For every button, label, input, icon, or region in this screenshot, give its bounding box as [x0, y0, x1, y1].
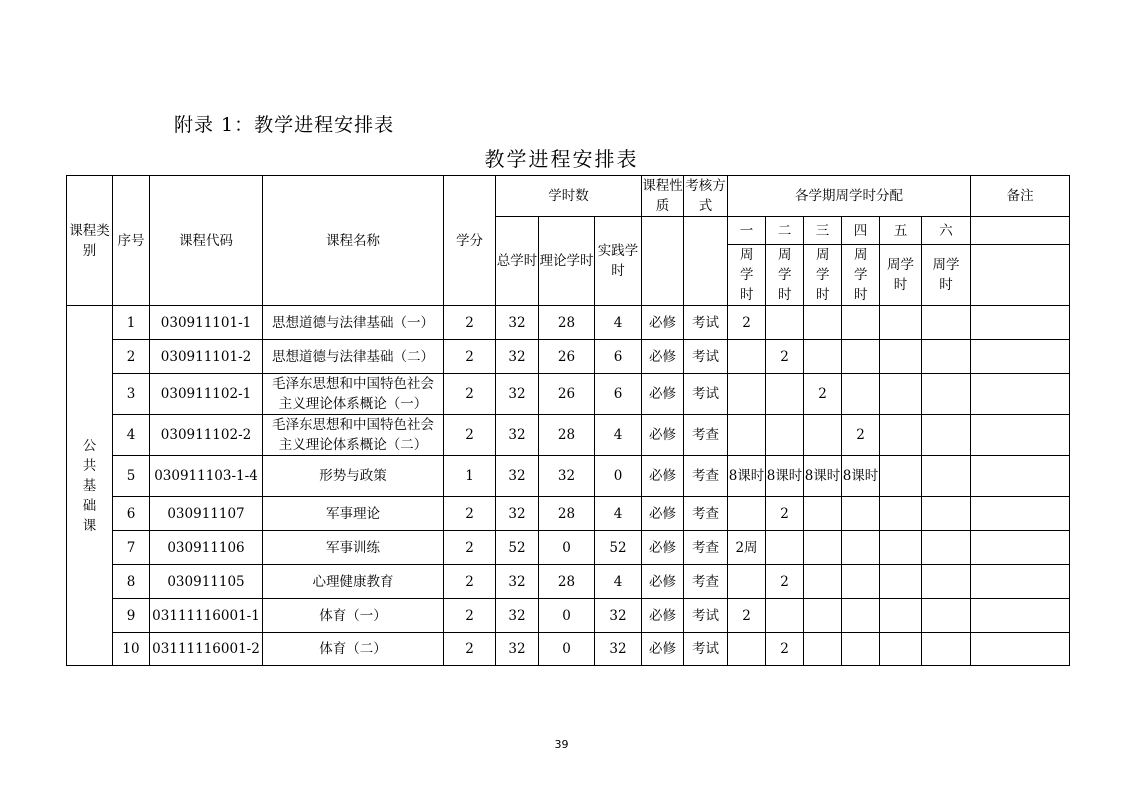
row-sem1: 2: [728, 306, 766, 340]
row-sem4: [842, 633, 880, 666]
row-sem6: [922, 340, 971, 374]
row-practice-hours: 32: [595, 599, 642, 633]
row-seq: 7: [113, 531, 150, 565]
row-practice-hours: 4: [595, 415, 642, 456]
row-practice-hours: 4: [595, 565, 642, 599]
row-sem3: [804, 599, 842, 633]
row-sem6: [922, 456, 971, 497]
header-semester-dist: 各学期周学时分配: [728, 176, 971, 217]
row-exam: 考试: [684, 633, 728, 666]
row-theory-hours: 0: [539, 599, 595, 633]
row-remark: [971, 340, 1070, 374]
row-sem2: 2: [766, 565, 804, 599]
header-credits: 学分: [444, 176, 496, 306]
row-sem1: 8课时: [728, 456, 766, 497]
header-remarks-blank: [971, 217, 1070, 245]
row-theory-hours: 28: [539, 306, 595, 340]
header-week-hours-2: 周学时: [766, 245, 804, 306]
row-practice-hours: 4: [595, 306, 642, 340]
row-sem2: 2: [766, 633, 804, 666]
appendix-title: 附录 1：教学进程安排表: [174, 114, 395, 136]
row-total-hours: 32: [496, 340, 539, 374]
row-sem1: [728, 565, 766, 599]
row-seq: 6: [113, 497, 150, 531]
row-theory-hours: 28: [539, 497, 595, 531]
row-exam: 考试: [684, 374, 728, 415]
header-row-1: [67, 176, 1070, 217]
row-sem2: [766, 306, 804, 340]
row-sem4: [842, 306, 880, 340]
row-code: 030911105: [150, 565, 263, 599]
schedule-table: [66, 175, 1070, 666]
table-row: [67, 415, 1070, 456]
row-code: 030911102-2: [150, 415, 263, 456]
row-code: 03111116001-1: [150, 599, 263, 633]
header-sem1: 一: [728, 217, 766, 245]
row-credits: 1: [444, 456, 496, 497]
row-code: 030911107: [150, 497, 263, 531]
header-exam-blank: [684, 217, 728, 306]
row-name: 毛泽东思想和中国特色社会主义理论体系概论（二）: [263, 415, 444, 456]
row-credits: 2: [444, 374, 496, 415]
row-code: 030911101-1: [150, 306, 263, 340]
table-row: [67, 306, 1070, 340]
row-theory-hours: 28: [539, 415, 595, 456]
row-nature: 必修: [642, 374, 684, 415]
row-total-hours: 32: [496, 599, 539, 633]
row-credits: 2: [444, 633, 496, 666]
row-sem3: [804, 340, 842, 374]
row-sem1: 2: [728, 599, 766, 633]
row-exam: 考查: [684, 565, 728, 599]
header-nature-blank: [642, 217, 684, 306]
row-sem1: [728, 374, 766, 415]
row-sem5: [880, 633, 922, 666]
row-code: 030911102-1: [150, 374, 263, 415]
header-practice-hours: 实践学时: [595, 217, 642, 306]
row-sem5: [880, 306, 922, 340]
header-week-hours-4: 周学时: [842, 245, 880, 306]
row-sem3: 2: [804, 374, 842, 415]
row-seq: 9: [113, 599, 150, 633]
row-exam: 考查: [684, 497, 728, 531]
row-sem5: [880, 374, 922, 415]
header-sem3: 三: [804, 217, 842, 245]
row-total-hours: 32: [496, 497, 539, 531]
row-sem1: [728, 497, 766, 531]
row-practice-hours: 6: [595, 340, 642, 374]
row-code: 030911101-2: [150, 340, 263, 374]
row-nature: 必修: [642, 340, 684, 374]
row-code: 030911106: [150, 531, 263, 565]
row-total-hours: 32: [496, 415, 539, 456]
row-sem2: 2: [766, 340, 804, 374]
row-sem2: [766, 599, 804, 633]
header-week-hours-5: 周学时: [880, 245, 922, 306]
header-remarks: 备注: [971, 176, 1070, 217]
row-sem3: [804, 306, 842, 340]
row-name: 思想道德与法律基础（二）: [263, 340, 444, 374]
row-nature: 必修: [642, 497, 684, 531]
row-sem6: [922, 415, 971, 456]
header-category: 课程类别: [67, 176, 113, 306]
row-sem6: [922, 306, 971, 340]
row-sem3: [804, 633, 842, 666]
row-total-hours: 32: [496, 456, 539, 497]
row-sem6: [922, 497, 971, 531]
row-sem1: [728, 633, 766, 666]
row-sem2: 8课时: [766, 456, 804, 497]
row-name: 军事训练: [263, 531, 444, 565]
row-nature: 必修: [642, 306, 684, 340]
row-nature: 必修: [642, 531, 684, 565]
row-exam: 考查: [684, 415, 728, 456]
table-row: [67, 374, 1070, 415]
row-code: 030911103-1-4: [150, 456, 263, 497]
row-name: 形势与政策: [263, 456, 444, 497]
row-name: 思想道德与法律基础（一）: [263, 306, 444, 340]
row-practice-hours: 32: [595, 633, 642, 666]
row-sem5: [880, 340, 922, 374]
row-sem2: [766, 374, 804, 415]
row-sem4: [842, 374, 880, 415]
row-sem6: [922, 531, 971, 565]
row-sem1: 2周: [728, 531, 766, 565]
header-sem5: 五: [880, 217, 922, 245]
row-seq: 5: [113, 456, 150, 497]
row-exam: 考查: [684, 456, 728, 497]
header-total-hours: 总学时: [496, 217, 539, 306]
row-name: 心理健康教育: [263, 565, 444, 599]
row-name: 体育（一）: [263, 599, 444, 633]
row-credits: 2: [444, 497, 496, 531]
row-total-hours: 32: [496, 374, 539, 415]
row-name: 体育（二）: [263, 633, 444, 666]
row-total-hours: 32: [496, 565, 539, 599]
category-cell: 公共基础课: [67, 306, 113, 666]
row-nature: 必修: [642, 456, 684, 497]
row-sem4: [842, 565, 880, 599]
row-seq: 2: [113, 340, 150, 374]
header-week-hours-6: 周学时: [922, 245, 971, 306]
header-sem2: 二: [766, 217, 804, 245]
row-remark: [971, 565, 1070, 599]
row-sem5: [880, 497, 922, 531]
row-theory-hours: 0: [539, 531, 595, 565]
row-sem2: [766, 415, 804, 456]
header-remarks-blank-2: [971, 245, 1070, 306]
row-total-hours: 32: [496, 633, 539, 666]
row-remark: [971, 306, 1070, 340]
row-sem6: [922, 599, 971, 633]
row-nature: 必修: [642, 633, 684, 666]
table-title: 教学进程安排表: [484, 147, 639, 171]
row-credits: 2: [444, 306, 496, 340]
row-sem6: [922, 565, 971, 599]
row-credits: 2: [444, 531, 496, 565]
row-credits: 2: [444, 599, 496, 633]
row-sem1: [728, 415, 766, 456]
row-exam: 考查: [684, 531, 728, 565]
row-total-hours: 32: [496, 306, 539, 340]
table-row: [67, 565, 1070, 599]
row-practice-hours: 6: [595, 374, 642, 415]
row-sem3: [804, 565, 842, 599]
row-remark: [971, 456, 1070, 497]
row-remark: [971, 531, 1070, 565]
table-row: [67, 599, 1070, 633]
row-nature: 必修: [642, 565, 684, 599]
row-sem5: [880, 456, 922, 497]
row-seq: 3: [113, 374, 150, 415]
row-sem4: [842, 531, 880, 565]
row-theory-hours: 26: [539, 374, 595, 415]
row-credits: 2: [444, 415, 496, 456]
row-exam: 考试: [684, 599, 728, 633]
row-sem3: [804, 497, 842, 531]
row-seq: 1: [113, 306, 150, 340]
table-row: [67, 340, 1070, 374]
row-remark: [971, 497, 1070, 531]
row-practice-hours: 52: [595, 531, 642, 565]
table-body: [67, 306, 1070, 666]
header-week-hours-1: 周学时: [728, 245, 766, 306]
row-code: 03111116001-2: [150, 633, 263, 666]
table-row: [67, 531, 1070, 565]
row-remark: [971, 374, 1070, 415]
row-sem5: [880, 531, 922, 565]
row-sem4: [842, 497, 880, 531]
header-seq: 序号: [113, 176, 150, 306]
table-row: [67, 497, 1070, 531]
row-theory-hours: 0: [539, 633, 595, 666]
row-sem5: [880, 599, 922, 633]
row-total-hours: 52: [496, 531, 539, 565]
row-remark: [971, 599, 1070, 633]
table-row: [67, 633, 1070, 666]
row-credits: 2: [444, 565, 496, 599]
row-sem6: [922, 633, 971, 666]
row-sem4: [842, 340, 880, 374]
row-sem5: [880, 565, 922, 599]
header-theory-hours: 理论学时: [539, 217, 595, 306]
row-sem6: [922, 374, 971, 415]
row-sem1: [728, 340, 766, 374]
row-credits: 2: [444, 340, 496, 374]
row-theory-hours: 26: [539, 340, 595, 374]
row-sem5: [880, 415, 922, 456]
header-sem6: 六: [922, 217, 971, 245]
row-practice-hours: 0: [595, 456, 642, 497]
row-nature: 必修: [642, 415, 684, 456]
header-name: 课程名称: [263, 176, 444, 306]
header-sem4: 四: [842, 217, 880, 245]
header-hours: 学时数: [496, 176, 642, 217]
row-exam: 考试: [684, 340, 728, 374]
header-week-hours-3: 周学时: [804, 245, 842, 306]
page-number: 39: [554, 738, 569, 751]
row-seq: 4: [113, 415, 150, 456]
row-remark: [971, 415, 1070, 456]
row-sem4: [842, 599, 880, 633]
row-exam: 考试: [684, 306, 728, 340]
row-sem3: [804, 415, 842, 456]
row-sem2: 2: [766, 497, 804, 531]
row-practice-hours: 4: [595, 497, 642, 531]
row-name: 军事理论: [263, 497, 444, 531]
row-sem3: 8课时: [804, 456, 842, 497]
row-name: 毛泽东思想和中国特色社会主义理论体系概论（一）: [263, 374, 444, 415]
row-sem3: [804, 531, 842, 565]
row-seq: 8: [113, 565, 150, 599]
row-remark: [971, 633, 1070, 666]
row-nature: 必修: [642, 599, 684, 633]
header-exam: 考核方式: [684, 176, 728, 217]
header-nature: 课程性质: [642, 176, 684, 217]
row-sem2: [766, 531, 804, 565]
row-sem4: 8课时: [842, 456, 880, 497]
row-sem4: 2: [842, 415, 880, 456]
table-row: [67, 456, 1070, 497]
header-code: 课程代码: [150, 176, 263, 306]
row-seq: 10: [113, 633, 150, 666]
row-theory-hours: 28: [539, 565, 595, 599]
row-theory-hours: 32: [539, 456, 595, 497]
